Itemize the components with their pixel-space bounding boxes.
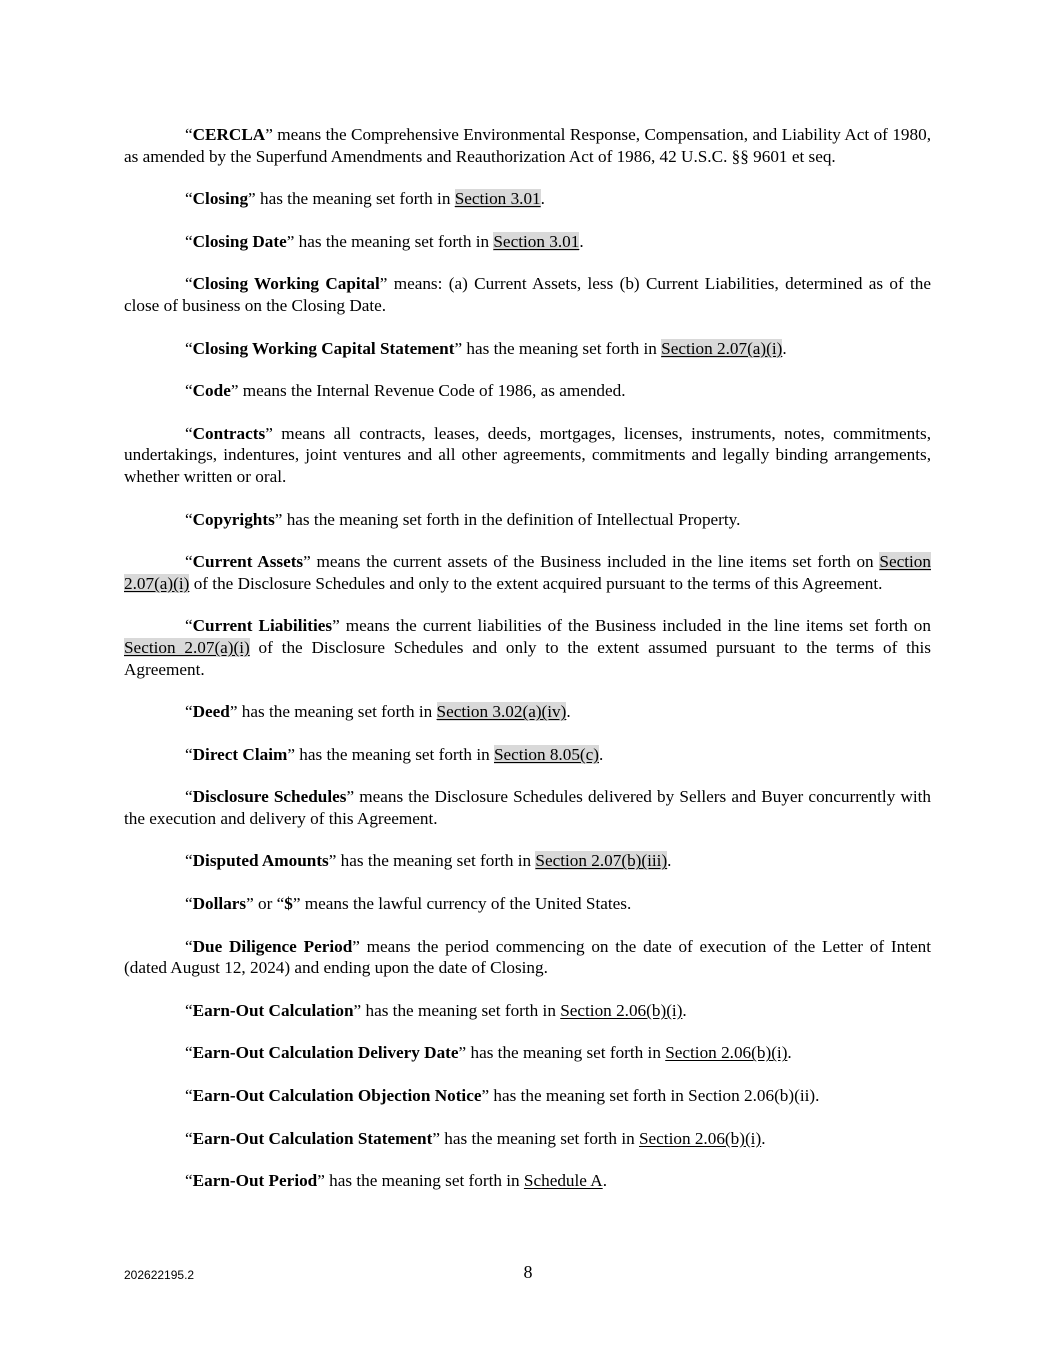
cross-reference-link[interactable]: Section 2.07(a)(i) bbox=[124, 552, 931, 593]
definition-code: “Code” means the Internal Revenue Code of 1986, as amended. bbox=[185, 381, 626, 401]
definition-deed: “Deed” has the meaning set forth in Section 3.02(a)(iv). bbox=[185, 702, 571, 722]
definition-closing: “Closing” has the meaning set forth in Section 3.01. bbox=[185, 189, 545, 209]
definition-due-diligence-period: “Due Diligence Period” means the period commencing on the date of execution of the Letter of Intent (dated August 12, 2024) and ending upon the date of Closing. bbox=[124, 936, 931, 978]
defined-term: Disclosure Schedules bbox=[192, 787, 347, 807]
cross-reference-link[interactable]: Section 3.01 bbox=[493, 231, 580, 251]
cross-reference-link[interactable]: Section 2.06(b)(i) bbox=[560, 1000, 683, 1020]
cross-reference-link[interactable]: Section 2.07(a)(i) bbox=[124, 637, 250, 657]
definition-earn-out-period: “Earn-Out Period” has the meaning set forth in Schedule A. bbox=[185, 1171, 607, 1191]
definition-earn-out-calculation-statement: “Earn-Out Calculation Statement” has the meaning set forth in Section 2.06(b)(i). bbox=[185, 1128, 766, 1148]
cross-reference-link[interactable]: Schedule A bbox=[523, 1171, 603, 1191]
defined-term: Deed bbox=[192, 702, 230, 722]
definition-current-liabilities: “Current Liabilities” means the current liabilities of the Business included in the line items set forth on Section 2.07(a)(i) of the Disclosure Schedules and only to the extent assumed pursuant to the terms of this Agreement. bbox=[124, 616, 931, 679]
cross-reference-link[interactable]: Section 8.05(c) bbox=[493, 744, 599, 764]
defined-term: Closing Working Capital Statement bbox=[192, 338, 455, 358]
definition-dollars: “Dollars” or “$” means the lawful currency of the United States. bbox=[185, 894, 632, 914]
definition-closing-date: “Closing Date” has the meaning set forth in Section 3.01. bbox=[185, 231, 584, 251]
definition-direct-claim: “Direct Claim” has the meaning set forth in Section 8.05(c). bbox=[185, 744, 604, 764]
cross-reference-link[interactable]: Section 2.07(a)(i) bbox=[661, 338, 783, 358]
defined-term: Earn-Out Calculation Objection Notice bbox=[192, 1086, 482, 1106]
definition-earn-out-calculation: “Earn-Out Calculation” has the meaning set forth in Section 2.06(b)(i). bbox=[185, 1000, 687, 1020]
defined-term: Earn-Out Calculation bbox=[192, 1000, 354, 1020]
definition-earn-out-calculation-delivery-date: “Earn-Out Calculation Delivery Date” has the meaning set forth in Section 2.06(b)(i). bbox=[185, 1043, 792, 1063]
cross-reference-link[interactable]: Section 2.06(b)(i) bbox=[638, 1128, 762, 1148]
defined-term: Earn-Out Calculation Delivery Date bbox=[192, 1043, 459, 1063]
document-body bbox=[124, 124, 931, 1213]
cross-reference-link[interactable]: Section 2.07(b)(iii) bbox=[535, 851, 668, 871]
defined-term-symbol: $ bbox=[284, 894, 293, 914]
definition-closing-working-capital-statement: “Closing Working Capital Statement” has the meaning set forth in Section 2.07(a)(i). bbox=[185, 338, 787, 358]
defined-term: Current Assets bbox=[192, 552, 304, 572]
defined-term: Code bbox=[192, 381, 231, 401]
definition-current-assets: “Current Assets” means the current assets of the Business included in the line items set forth on Section 2.07(a)(i) of the Disclosure Schedules and only to the extent acquired pursuant to the terms of this Agreement. bbox=[124, 552, 931, 593]
defined-term: Direct Claim bbox=[192, 744, 288, 764]
definition-closing-working-capital: “Closing Working Capital” means: (a) Current Assets, less (b) Current Liabilities, determined as of the close of business on the Closing Date. bbox=[124, 274, 932, 315]
definition-cercla: “CERCLA” means the Comprehensive Environmental Response, Compensation, and Liability Act of 1980, as amended by the Superfund Amendments and Reauthorization Act of 1986, 42 U.S.C. §§ 9601 et seq. bbox=[124, 125, 931, 166]
defined-term: Closing Working Capital bbox=[192, 274, 380, 294]
defined-term: Closing Date bbox=[192, 231, 287, 251]
defined-term: Dollars bbox=[192, 894, 247, 914]
defined-term: Current Liabilities bbox=[192, 616, 333, 636]
cross-reference-link[interactable]: Section 3.02(a)(iv) bbox=[436, 702, 567, 722]
page-number: 8 bbox=[523, 1262, 533, 1282]
definition-earn-out-calculation-objection-notice: “Earn-Out Calculation Objection Notice” has the meaning set forth in Section 2.06(b)(ii). bbox=[185, 1086, 820, 1106]
cross-reference-link[interactable]: Section 2.06(b)(i) bbox=[665, 1043, 788, 1063]
definition-copyrights: “Copyrights” has the meaning set forth in the definition of Intellectual Property. bbox=[185, 509, 741, 529]
defined-term: Disputed Amounts bbox=[192, 851, 329, 871]
defined-term: Contracts bbox=[192, 423, 266, 443]
document-id: 202622195.2 bbox=[124, 1268, 195, 1282]
defined-term: Earn-Out Calculation Statement bbox=[192, 1128, 433, 1148]
defined-term: Earn-Out Period bbox=[192, 1171, 318, 1191]
defined-term: Copyrights bbox=[192, 509, 275, 529]
defined-term: CERCLA bbox=[192, 125, 266, 144]
definition-disclosure-schedules: “Disclosure Schedules” means the Disclosure Schedules delivered by Sellers and Buyer concurrently with the execution and delivery of this Agreement. bbox=[124, 787, 931, 828]
defined-term: Closing bbox=[192, 189, 249, 209]
defined-term: Due Diligence Period bbox=[192, 936, 353, 956]
definition-contracts: “Contracts” means all contracts, leases, deeds, mortgages, licenses, instruments, notes, commitments, undertakings, indentures, joint ventures and all other agreements, commitments and legally binding arrangements, whether written or oral. bbox=[124, 423, 931, 486]
cross-reference-link[interactable]: Section 3.01 bbox=[454, 189, 541, 209]
definition-disputed-amounts: “Disputed Amounts” has the meaning set forth in Section 2.07(b)(iii). bbox=[185, 851, 672, 871]
